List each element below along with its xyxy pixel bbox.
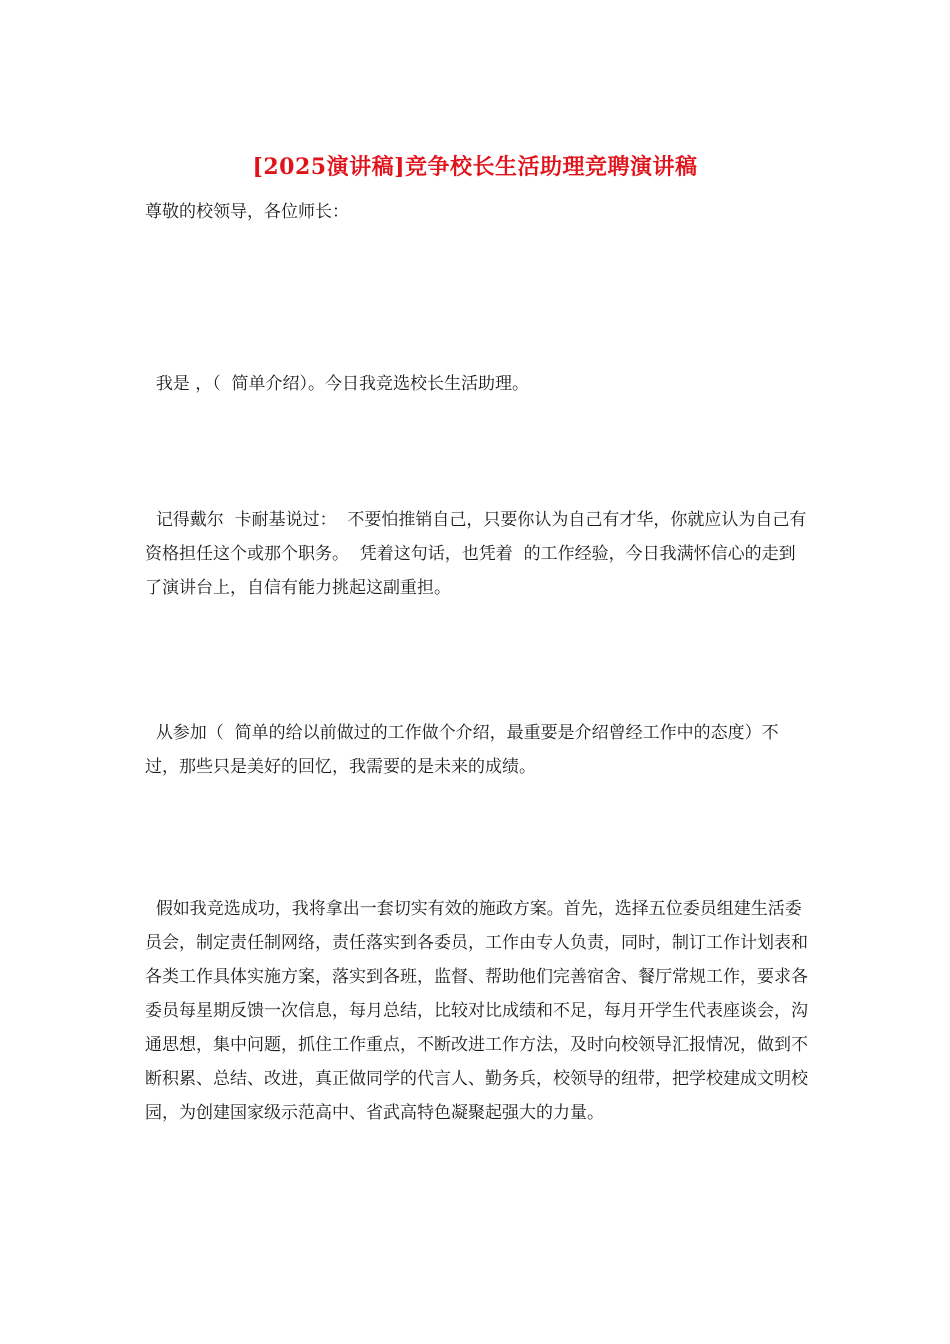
- paragraph-experience: 从参加（ 简单的给以前做过的工作做个介绍，最重要是介绍曾经工作中的态度）不过，那些只是美好的回忆，我需要的是未来的成绩。: [145, 723, 779, 777]
- salutation: 尊敬的校领导，各位师长：: [145, 202, 349, 222]
- paragraph-plan: 假如我竞选成功，我将拿出一套切实有效的施政方案。首先，选择五位委员组建生活委员会，制定责任制网络，责任落实到各委员，工作由专人负责，同时，制订工作计划表和各类工作具体实施方案，落实到各班，监督、帮助他们完善宿舍、餐厅常规工作，要求各委员每星期反馈一次信息，每月总结，比较对比成绩和不足，每月开学生代表座谈会，沟通思想，集中问题，抓住工作重点，不断改进工作方法，及时向校领导汇报情况，做到不断积累、总结、改进，真正做同学的代言人、勤务兵，校领导的纽带，把学校建成文明校园，为创建国家级示范高中、省武高特色凝聚起强大的力量。: [145, 899, 808, 1123]
- document-title: [2025演讲稿]竞争校长生活助理竞聘演讲稿: [252, 154, 698, 180]
- paragraph-quote: 记得戴尔 卡耐基说过： 不要怕推销自己，只要你认为自己有才华，你就应认为自己有资格担任这个或那个职务。 凭着这句话，也凭着 的工作经验，今日我满怀信心的走到了演讲台上，自信有能力挑起这副重担。: [145, 510, 807, 598]
- paragraph-intro: 我是 ，（ 简单介绍）。今日我竞选校长生活助理。: [145, 374, 530, 394]
